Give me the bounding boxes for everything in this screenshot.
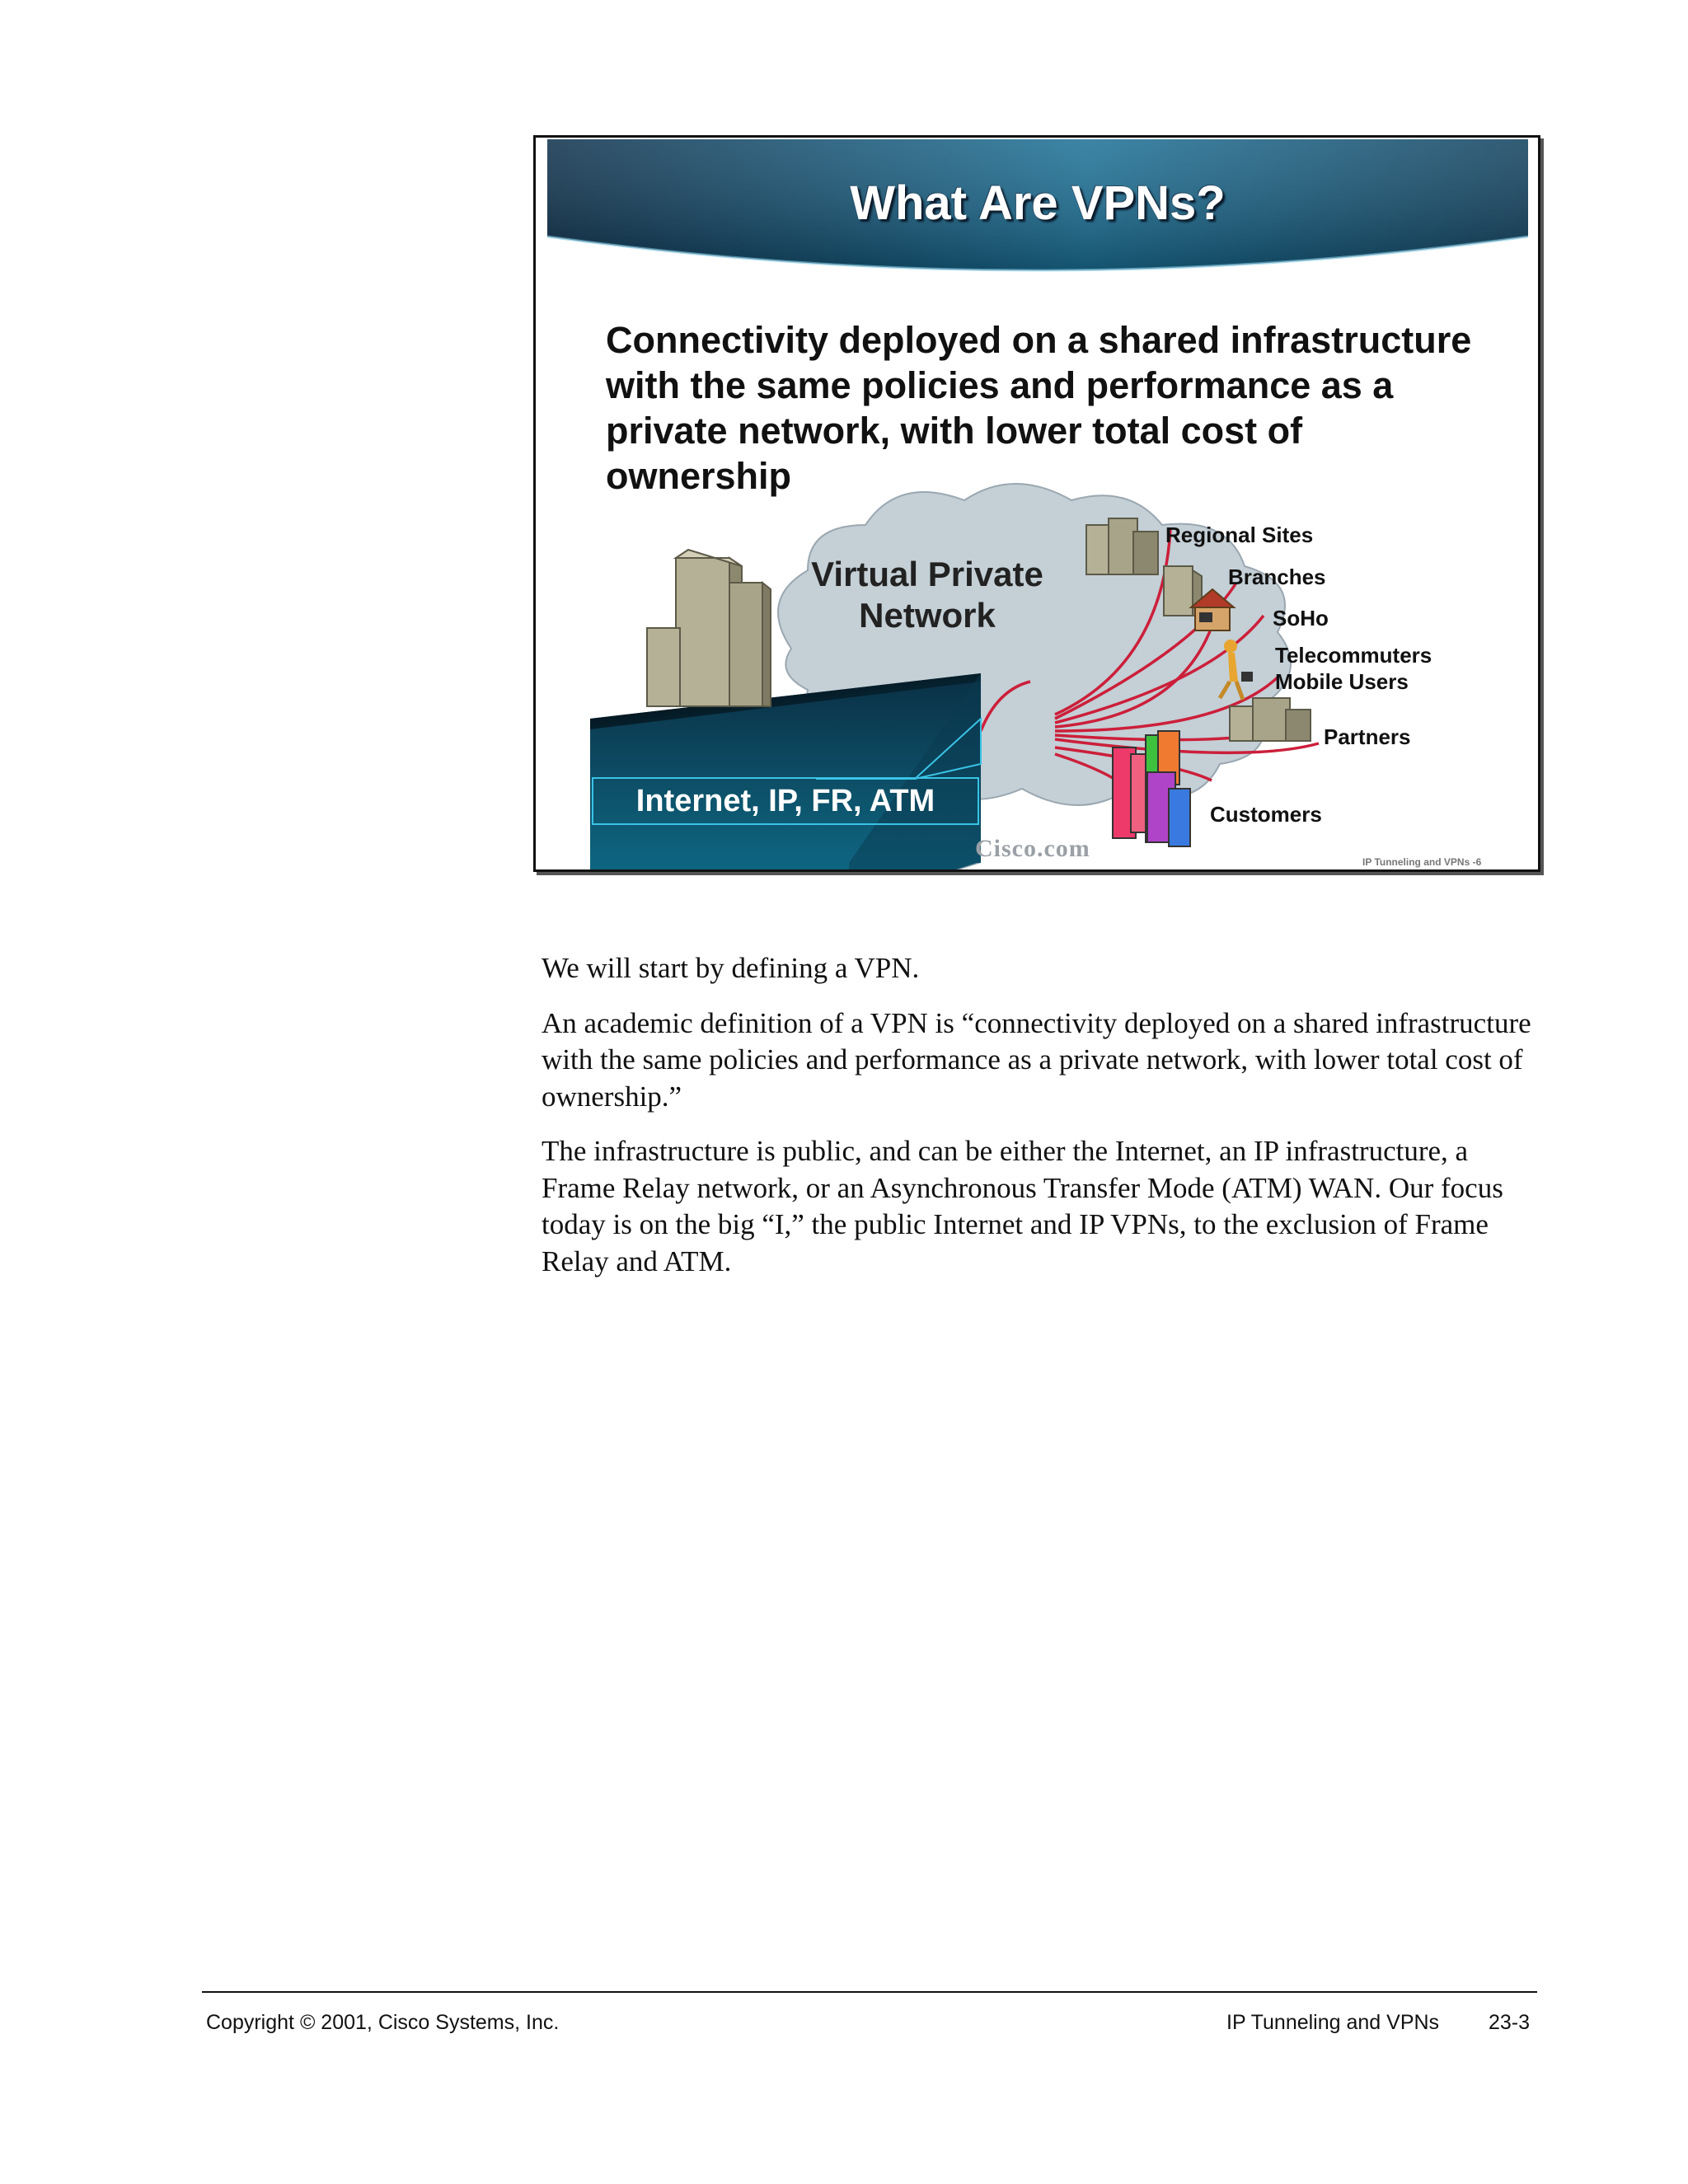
label-regional-sites: Regional Sites xyxy=(1165,523,1314,547)
body-text xyxy=(542,950,1543,1298)
label-customers: Customers xyxy=(1210,802,1322,827)
slide xyxy=(533,135,1540,872)
customers-buildings-icon xyxy=(1113,731,1190,846)
label-branches: Branches xyxy=(1228,565,1326,589)
label-telecommuters: Telecommuters xyxy=(1275,643,1432,668)
label-mobile-users: Mobile Users xyxy=(1275,669,1409,694)
body-paragraph: We will start by defining a VPN. xyxy=(542,952,920,984)
slide-title: What Are VPNs? xyxy=(850,176,1226,230)
vpn-diagram xyxy=(536,138,1538,869)
label-partners: Partners xyxy=(1324,724,1411,749)
body-paragraph: An academic definition of a VPN is “connectivity deployed on a shared infrastructure with the same policies and performance as a private network, with lower total cost of ownership.” xyxy=(542,1006,1531,1113)
footer-course-title: IP Tunneling and VPNs xyxy=(1226,2011,1440,2034)
slide-lead-text: Connectivity deployed on a shared infrastructure with the same policies and performance as a private network, with lower total cost of ownership xyxy=(606,319,1472,497)
footer-rule xyxy=(202,1991,1537,1993)
label-soho: SoHo xyxy=(1273,606,1329,630)
headquarters-building-icon xyxy=(647,550,771,706)
footer-copyright: Copyright © 2001, Cisco Systems, Inc. xyxy=(206,2011,560,2034)
cisco-watermark: Cisco.com xyxy=(975,835,1090,862)
footer-page-number: 23-3 xyxy=(1489,2011,1531,2034)
slide-footer-text: IP Tunneling and VPNs -6 xyxy=(1362,856,1482,868)
cloud-label: Virtual Private Network xyxy=(811,555,1043,635)
infrastructure-label: Internet, IP, FR, ATM xyxy=(592,777,979,825)
body-paragraph: The infrastructure is public, and can be either the Internet, an IP infrastructure, a Frame Relay network, or an Asynchronous Transfer Mode (ATM) WAN. Our focus today is on the big “I,” the public Internet and IP VPNs, to the exclusion of Frame Relay and ATM. xyxy=(542,1135,1503,1277)
